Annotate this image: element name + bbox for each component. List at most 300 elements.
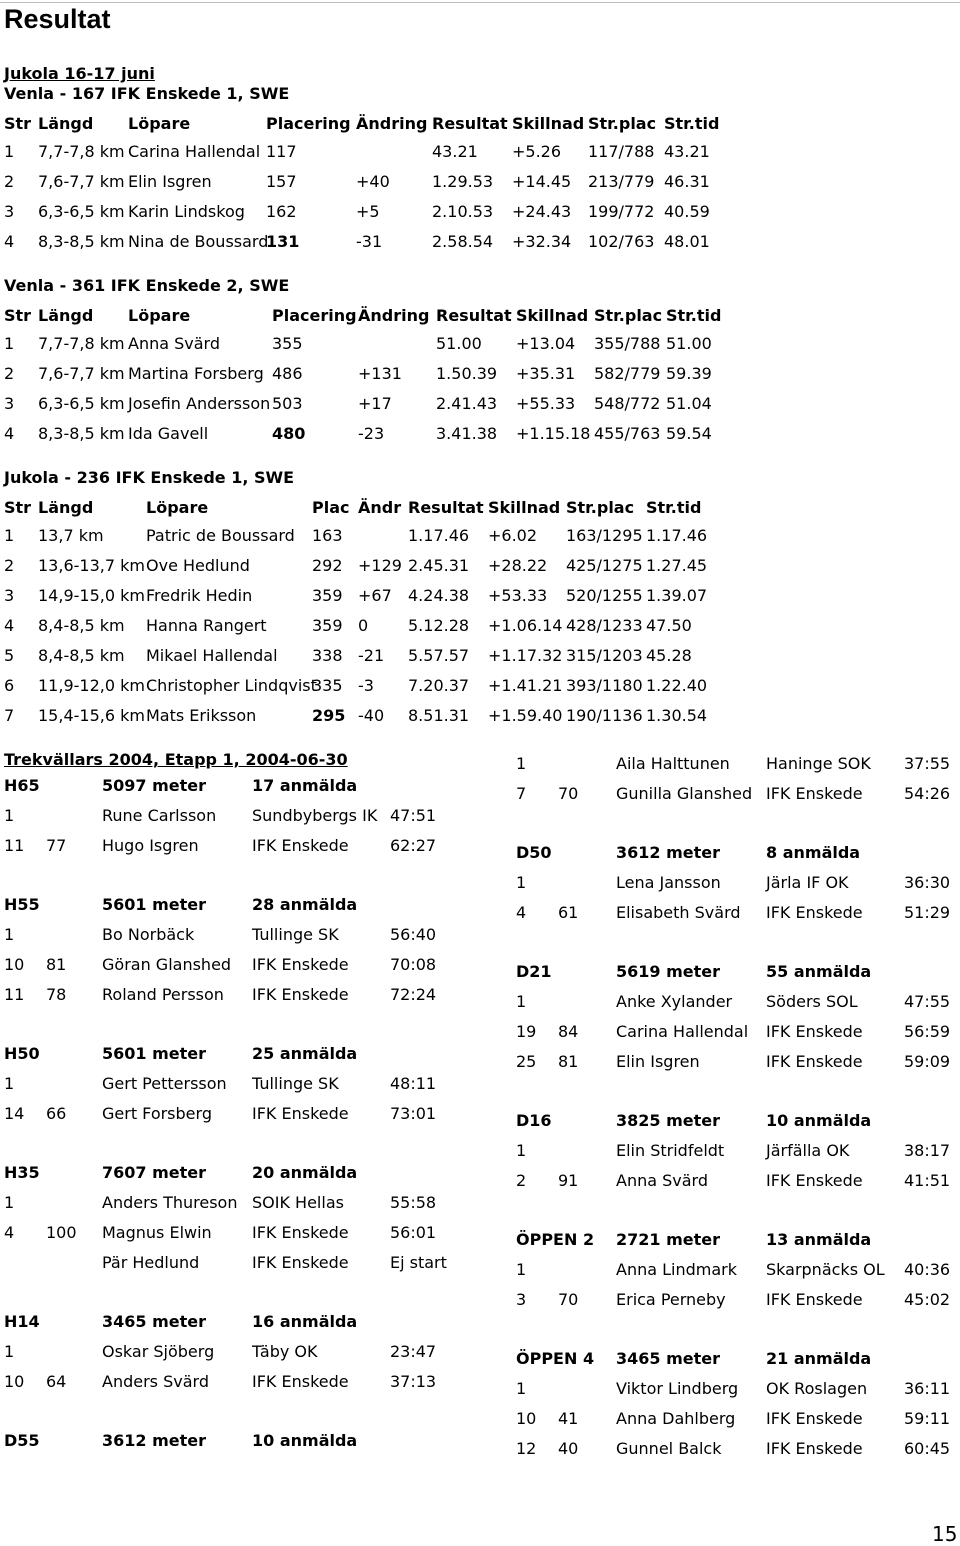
jukola-cell: 1.30.54: [646, 706, 708, 725]
jukola-cell: 2: [4, 556, 15, 575]
trek-cell: 40: [558, 1439, 579, 1458]
jukola-cell: 335: [312, 676, 343, 695]
trek-cell: 1: [4, 925, 15, 944]
jukola-date-heading: Jukola 16-17 juni: [4, 64, 155, 83]
venla2-cell: 1.50.39: [436, 364, 498, 383]
venla2-cell: Ida Gavell: [128, 424, 209, 443]
jukola-cell: 14,9-15,0 km: [38, 586, 145, 605]
trek-cell: 11: [4, 985, 25, 1004]
trek-cell: 78: [46, 985, 67, 1004]
class-count: 20 anmälda: [252, 1163, 358, 1182]
trek-cell: 84: [558, 1022, 579, 1041]
venla2-header: Str: [4, 306, 32, 325]
jukola-cell: 1.17.46: [646, 526, 708, 545]
trek-cell: Göran Glanshed: [102, 955, 232, 974]
class-count: 16 anmälda: [252, 1312, 358, 1331]
trek-cell: 2: [516, 1171, 527, 1190]
trek-cell: OK Roslagen: [766, 1379, 868, 1398]
class-heading: ÖPPEN 4: [516, 1349, 595, 1368]
jukola-cell: 520/1255: [566, 586, 643, 605]
class-distance: 5619 meter: [616, 962, 721, 981]
venla1-cell: 213/779: [588, 172, 655, 191]
venla2-cell: 486: [272, 364, 303, 383]
trek-cell: 64: [46, 1372, 67, 1391]
trek-cell: Gunilla Glanshed: [616, 784, 753, 803]
class-distance: 7607 meter: [102, 1163, 207, 1182]
trek-cell: 61: [558, 903, 579, 922]
jukola-cell: 7.20.37: [408, 676, 470, 695]
trek-cell: 62:27: [390, 836, 437, 855]
jukola-cell: 163/1295: [566, 526, 643, 545]
trek-cell: 1: [516, 1141, 527, 1160]
venla2-cell: 455/763: [594, 424, 661, 443]
class-heading: D50: [516, 843, 552, 862]
venla1-cell: Elin Isgren: [128, 172, 212, 191]
jukola-cell: +53.33: [488, 586, 548, 605]
venla1-cell: 131: [266, 232, 300, 251]
trek-cell: 1: [516, 754, 527, 773]
jukola-header: Str.plac: [566, 498, 635, 517]
venla2-cell: +131: [358, 364, 402, 383]
jukola-cell: 15,4-15,6 km: [38, 706, 145, 725]
venla2-cell: 51.00: [436, 334, 482, 353]
page-title: Resultat: [4, 4, 111, 34]
class-distance: 3825 meter: [616, 1111, 721, 1130]
trek-cell: IFK Enskede: [766, 903, 863, 922]
venla1-cell: +24.43: [512, 202, 572, 221]
trek-cell: IFK Enskede: [766, 1171, 863, 1190]
trek-cell: 56:59: [904, 1022, 951, 1041]
trek-cell: Anders Svärd: [102, 1372, 209, 1391]
class-count: 28 anmälda: [252, 895, 358, 914]
trek-cell: 56:40: [390, 925, 437, 944]
trek-cell: 1: [4, 1074, 15, 1093]
venla1-cell: 117: [266, 142, 297, 161]
class-distance: 3465 meter: [616, 1349, 721, 1368]
venla2-cell: 548/772: [594, 394, 661, 413]
class-distance: 3612 meter: [616, 843, 721, 862]
trek-cell: 73:01: [390, 1104, 437, 1123]
trek-cell: IFK Enskede: [766, 1022, 863, 1041]
venla2-cell: 480: [272, 424, 306, 443]
trek-cell: Rune Carlsson: [102, 806, 217, 825]
trek-cell: 47:55: [904, 992, 951, 1011]
jukola-cell: 13,6-13,7 km: [38, 556, 145, 575]
venla1-cell: Nina de Boussard: [128, 232, 269, 251]
class-count: 10 anmälda: [766, 1111, 872, 1130]
class-distance: 5601 meter: [102, 895, 207, 914]
jukola-cell: 295: [312, 706, 346, 725]
venla2-cell: 355: [272, 334, 303, 353]
trek-cell: 1: [516, 873, 527, 892]
trek-cell: 37:13: [390, 1372, 437, 1391]
venla1-cell: -31: [356, 232, 383, 251]
trek-cell: 59:09: [904, 1052, 951, 1071]
venla2-header: Skillnad: [516, 306, 589, 325]
venla1-cell: Carina Hallendal: [128, 142, 261, 161]
top-rule: [0, 2, 960, 3]
jukola-cell: 359: [312, 586, 343, 605]
jukola-cell: 190/1136: [566, 706, 643, 725]
jukola-cell: 4: [4, 616, 15, 635]
venla1-cell: 2.10.53: [432, 202, 494, 221]
trek-cell: 1: [4, 806, 15, 825]
venla1-cell: 162: [266, 202, 297, 221]
trek-cell: 72:24: [390, 985, 437, 1004]
class-heading: H55: [4, 895, 40, 914]
trek-cell: 60:45: [904, 1439, 951, 1458]
venla1-header: Ändring: [356, 114, 428, 133]
trek-cell: IFK Enskede: [252, 836, 349, 855]
jukola-cell: 425/1275: [566, 556, 643, 575]
jukola-cell: -3: [358, 676, 374, 695]
jukola-cell: Mats Eriksson: [146, 706, 257, 725]
trek-cell: 100: [46, 1223, 77, 1242]
jukola-cell: Patric de Boussard: [146, 526, 295, 545]
trek-cell: IFK Enskede: [252, 985, 349, 1004]
venla1-header: Str: [4, 114, 32, 133]
trek-cell: Haninge SOK: [766, 754, 871, 773]
trek-cell: 10: [516, 1409, 537, 1428]
trek-cell: Järfälla OK: [766, 1141, 850, 1160]
venla2-cell: Josefin Andersson: [128, 394, 271, 413]
trek-cell: 59:11: [904, 1409, 951, 1428]
jukola-cell: +1.41.21: [488, 676, 563, 695]
venla1-cell: 4: [4, 232, 15, 251]
venla1-cell: 43.21: [432, 142, 478, 161]
class-distance: 5601 meter: [102, 1044, 207, 1063]
venla1-cell: 1: [4, 142, 15, 161]
class-count: 10 anmälda: [252, 1431, 358, 1450]
venla1-cell: +14.45: [512, 172, 572, 191]
venla1-cell: +5: [356, 202, 380, 221]
trek-cell: 3: [516, 1290, 527, 1309]
class-count: 13 anmälda: [766, 1230, 872, 1249]
class-count: 21 anmälda: [766, 1349, 872, 1368]
trek-cell: IFK Enskede: [252, 1104, 349, 1123]
venla2-cell: +13.04: [516, 334, 576, 353]
trek-cell: 7: [516, 784, 527, 803]
trek-cell: 54:26: [904, 784, 951, 803]
trek-cell: SOIK Hellas: [252, 1193, 344, 1212]
trek-cell: Hugo Isgren: [102, 836, 199, 855]
trek-cell: 12: [516, 1439, 537, 1458]
jukola-cell: 393/1180: [566, 676, 643, 695]
jukola-cell: 163: [312, 526, 343, 545]
venla2-cell: 2: [4, 364, 15, 383]
jukola-title: Jukola - 236 IFK Enskede 1, SWE: [4, 468, 295, 487]
trek-cell: 1: [4, 1193, 15, 1212]
trek-cell: Elin Isgren: [616, 1052, 700, 1071]
jukola-cell: Fredrik Hedin: [146, 586, 253, 605]
venla2-cell: 4: [4, 424, 15, 443]
venla1-title: Venla - 167 IFK Enskede 1, SWE: [4, 84, 290, 103]
jukola-cell: 13,7 km: [38, 526, 104, 545]
class-distance: 3465 meter: [102, 1312, 207, 1331]
trek-cell: Erica Perneby: [616, 1290, 726, 1309]
venla2-header: Str.tid: [666, 306, 722, 325]
trek-cell: 66: [46, 1104, 67, 1123]
trek-cell: Gunnel Balck: [616, 1439, 722, 1458]
venla1-header: Placering: [266, 114, 351, 133]
venla2-cell: 8,3-8,5 km: [38, 424, 125, 443]
jukola-cell: +67: [358, 586, 392, 605]
trek-cell: Gert Pettersson: [102, 1074, 227, 1093]
jukola-header: Str.tid: [646, 498, 702, 517]
class-count: 8 anmälda: [766, 843, 861, 862]
venla1-cell: Karin Lindskog: [128, 202, 245, 221]
jukola-cell: +1.59.40: [488, 706, 563, 725]
venla2-cell: 51.00: [666, 334, 712, 353]
venla1-header: Skillnad: [512, 114, 585, 133]
trek-cell: Anna Svärd: [616, 1171, 708, 1190]
jukola-cell: +6.02: [488, 526, 538, 545]
jukola-cell: 315/1203: [566, 646, 643, 665]
jukola-cell: -40: [358, 706, 385, 725]
venla1-cell: 7,6-7,7 km: [38, 172, 125, 191]
venla1-header: Längd: [38, 114, 94, 133]
jukola-cell: 8,4-8,5 km: [38, 616, 125, 635]
trek-cell: IFK Enskede: [252, 955, 349, 974]
jukola-cell: Hanna Rangert: [146, 616, 267, 635]
jukola-header: Skillnad: [488, 498, 561, 517]
jukola-header: Plac: [312, 498, 350, 517]
trek-cell: 38:17: [904, 1141, 951, 1160]
trek-cell: 47:51: [390, 806, 437, 825]
trek-cell: Täby OK: [252, 1342, 318, 1361]
trek-cell: Magnus Elwin: [102, 1223, 212, 1242]
venla2-cell: Anna Svärd: [128, 334, 220, 353]
trek-cell: 1: [516, 1379, 527, 1398]
trek-cell: IFK Enskede: [252, 1253, 349, 1272]
venla2-cell: 7,7-7,8 km: [38, 334, 125, 353]
venla2-header: Löpare: [128, 306, 191, 325]
venla1-cell: 46.31: [664, 172, 710, 191]
trek-cell: Pär Hedlund: [102, 1253, 200, 1272]
trek-cell: Skarpnäcks OL: [766, 1260, 885, 1279]
trek-cell: 1: [516, 1260, 527, 1279]
trek-cell: 70: [558, 1290, 579, 1309]
venla2-cell: +35.31: [516, 364, 576, 383]
trek-cell: Ej start: [390, 1253, 447, 1272]
venla1-cell: 2: [4, 172, 15, 191]
trek-cell: 51:29: [904, 903, 951, 922]
trek-cell: 10: [4, 1372, 25, 1391]
venla2-header: Placering: [272, 306, 357, 325]
jukola-cell: 11,9-12,0 km: [38, 676, 145, 695]
trek-cell: 55:58: [390, 1193, 437, 1212]
venla2-cell: 7,6-7,7 km: [38, 364, 125, 383]
jukola-cell: 0: [358, 616, 369, 635]
class-heading: ÖPPEN 2: [516, 1230, 595, 1249]
jukola-cell: 8,4-8,5 km: [38, 646, 125, 665]
trek-cell: Söders SOL: [766, 992, 858, 1011]
class-heading: H35: [4, 1163, 40, 1182]
trek-cell: IFK Enskede: [252, 1372, 349, 1391]
trek-cell: IFK Enskede: [766, 1290, 863, 1309]
trek-cell: 41: [558, 1409, 579, 1428]
class-heading: D55: [4, 1431, 40, 1450]
venla2-cell: 59.39: [666, 364, 712, 383]
trek-cell: Elisabeth Svärd: [616, 903, 741, 922]
trek-cell: 1: [4, 1342, 15, 1361]
trek-cell: IFK Enskede: [252, 1223, 349, 1242]
trek-cell: 45:02: [904, 1290, 951, 1309]
venla1-cell: 102/763: [588, 232, 655, 251]
venla2-cell: 582/779: [594, 364, 661, 383]
trek-cell: Viktor Lindberg: [616, 1379, 739, 1398]
venla2-cell: 3: [4, 394, 15, 413]
venla1-cell: 40.59: [664, 202, 710, 221]
class-count: 17 anmälda: [252, 776, 358, 795]
jukola-header: Resultat: [408, 498, 484, 517]
jukola-cell: +129: [358, 556, 402, 575]
venla2-header: Resultat: [436, 306, 512, 325]
venla2-cell: Martina Forsberg: [128, 364, 264, 383]
trek-cell: Anna Dahlberg: [616, 1409, 736, 1428]
venla1-cell: 43.21: [664, 142, 710, 161]
venla2-header: Längd: [38, 306, 94, 325]
jukola-cell: 292: [312, 556, 343, 575]
trek-cell: 11: [4, 836, 25, 855]
trek-cell: Oskar Sjöberg: [102, 1342, 215, 1361]
venla2-cell: -23: [358, 424, 385, 443]
trek-cell: Aila Halttunen: [616, 754, 730, 773]
jukola-cell: 359: [312, 616, 343, 635]
class-heading: H14: [4, 1312, 40, 1331]
jukola-cell: Mikael Hallendal: [146, 646, 278, 665]
trek-cell: 70:08: [390, 955, 437, 974]
jukola-cell: +28.22: [488, 556, 548, 575]
venla1-cell: 2.58.54: [432, 232, 494, 251]
trek-cell: Roland Persson: [102, 985, 224, 1004]
trek-cell: 4: [4, 1223, 15, 1242]
trek-cell: Anders Thureson: [102, 1193, 238, 1212]
trek-cell: 1: [516, 992, 527, 1011]
trek-cell: Anke Xylander: [616, 992, 733, 1011]
venla1-header: Löpare: [128, 114, 191, 133]
class-count: 25 anmälda: [252, 1044, 358, 1063]
venla1-cell: 1.29.53: [432, 172, 494, 191]
trek-cell: Lena Jansson: [616, 873, 721, 892]
jukola-cell: -21: [358, 646, 385, 665]
trek-cell: 36:30: [904, 873, 951, 892]
trek-cell: Tullinge SK: [252, 1074, 339, 1093]
trek-title: Trekvällars 2004, Etapp 1, 2004-06-30: [4, 750, 348, 769]
venla1-cell: 199/772: [588, 202, 655, 221]
venla2-cell: 503: [272, 394, 303, 413]
trek-cell: 81: [46, 955, 67, 974]
venla2-header: Str.plac: [594, 306, 663, 325]
class-count: 55 anmälda: [766, 962, 872, 981]
page-number: 15: [932, 1522, 958, 1546]
jukola-header: Str: [4, 498, 32, 517]
trek-cell: 48:11: [390, 1074, 437, 1093]
venla2-cell: +17: [358, 394, 392, 413]
trek-cell: Gert Forsberg: [102, 1104, 212, 1123]
venla1-cell: 7,7-7,8 km: [38, 142, 125, 161]
jukola-header: Ändr: [358, 498, 402, 517]
trek-cell: IFK Enskede: [766, 1439, 863, 1458]
class-heading: H50: [4, 1044, 40, 1063]
class-distance: 2721 meter: [616, 1230, 721, 1249]
class-distance: 3612 meter: [102, 1431, 207, 1450]
jukola-cell: 47.50: [646, 616, 692, 635]
trek-cell: 77: [46, 836, 67, 855]
trek-cell: 25: [516, 1052, 537, 1071]
jukola-cell: 5.12.28: [408, 616, 470, 635]
trek-cell: Järla IF OK: [766, 873, 849, 892]
trek-cell: 37:55: [904, 754, 951, 773]
jukola-cell: 5: [4, 646, 15, 665]
trek-cell: Tullinge SK: [252, 925, 339, 944]
trek-cell: 41:51: [904, 1171, 951, 1190]
venla1-cell: +5.26: [512, 142, 562, 161]
jukola-cell: 4.24.38: [408, 586, 470, 605]
class-heading: H65: [4, 776, 40, 795]
trek-cell: 81: [558, 1052, 579, 1071]
jukola-cell: 428/1233: [566, 616, 643, 635]
venla2-header: Ändring: [358, 306, 430, 325]
venla2-cell: 2.41.43: [436, 394, 498, 413]
class-heading: D21: [516, 962, 552, 981]
jukola-header: Löpare: [146, 498, 209, 517]
jukola-cell: Christopher Lindqvist: [146, 676, 317, 695]
trek-cell: 91: [558, 1171, 579, 1190]
venla2-cell: +1.15.18: [516, 424, 591, 443]
jukola-cell: 1.17.46: [408, 526, 470, 545]
trek-cell: 4: [516, 903, 527, 922]
trek-cell: 56:01: [390, 1223, 437, 1242]
venla2-title: Venla - 361 IFK Enskede 2, SWE: [4, 276, 290, 295]
venla1-cell: 117/788: [588, 142, 655, 161]
jukola-cell: 7: [4, 706, 15, 725]
class-distance: 5097 meter: [102, 776, 207, 795]
class-heading: D16: [516, 1111, 552, 1130]
jukola-cell: Ove Hedlund: [146, 556, 250, 575]
jukola-cell: 5.57.57: [408, 646, 470, 665]
venla1-cell: 3: [4, 202, 15, 221]
trek-cell: 10: [4, 955, 25, 974]
trek-cell: 14: [4, 1104, 25, 1123]
jukola-cell: 1.27.45: [646, 556, 708, 575]
trek-cell: Anna Lindmark: [616, 1260, 738, 1279]
venla1-header: Resultat: [432, 114, 508, 133]
trek-cell: Sundbybergs IK: [252, 806, 378, 825]
jukola-cell: 8.51.31: [408, 706, 470, 725]
trek-cell: Carina Hallendal: [616, 1022, 749, 1041]
trek-cell: 70: [558, 784, 579, 803]
trek-cell: Bo Norbäck: [102, 925, 195, 944]
venla2-cell: 1: [4, 334, 15, 353]
jukola-cell: 3: [4, 586, 15, 605]
trek-cell: 19: [516, 1022, 537, 1041]
jukola-cell: 1.22.40: [646, 676, 708, 695]
jukola-cell: 1.39.07: [646, 586, 708, 605]
venla1-cell: 48.01: [664, 232, 710, 251]
jukola-cell: 45.28: [646, 646, 692, 665]
venla2-cell: +55.33: [516, 394, 576, 413]
venla1-cell: +32.34: [512, 232, 572, 251]
trek-cell: 40:36: [904, 1260, 951, 1279]
trek-cell: IFK Enskede: [766, 784, 863, 803]
venla1-header: Str.plac: [588, 114, 657, 133]
trek-cell: IFK Enskede: [766, 1409, 863, 1428]
trek-cell: IFK Enskede: [766, 1052, 863, 1071]
jukola-cell: +1.06.14: [488, 616, 563, 635]
venla1-cell: 6,3-6,5 km: [38, 202, 125, 221]
venla2-cell: 355/788: [594, 334, 661, 353]
